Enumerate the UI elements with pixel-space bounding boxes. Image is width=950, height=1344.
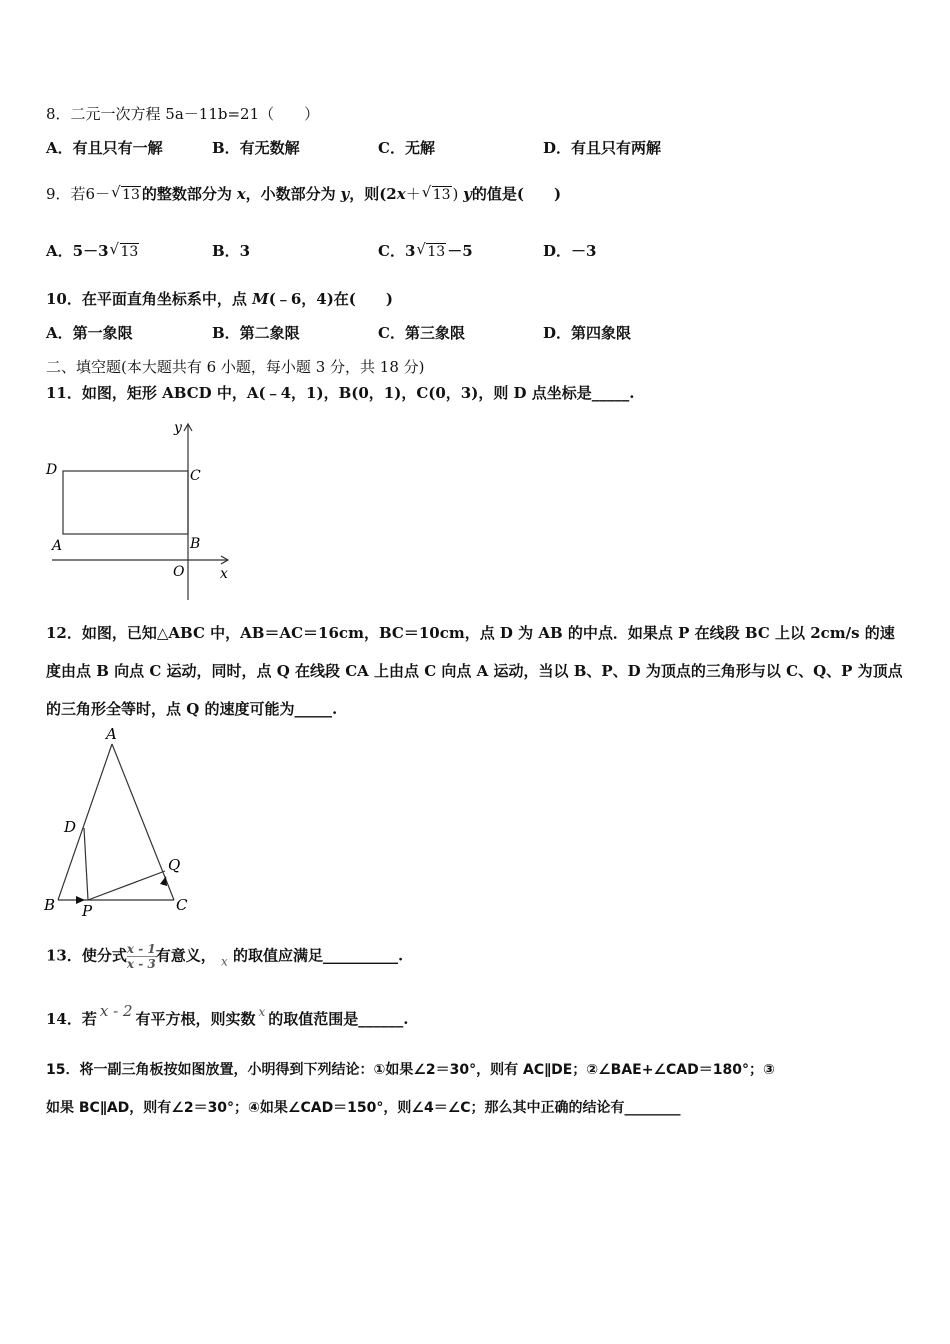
rectangle-abcd xyxy=(63,471,188,534)
q11-figure xyxy=(40,418,240,603)
label-d: D xyxy=(46,462,58,478)
label-d: D xyxy=(64,818,77,836)
q14-stem: 14．若 x - 2 有平方根，则实数 $^x$ 的取值范围是______. xyxy=(46,1002,409,1028)
q8-option-c: C．无解 xyxy=(378,139,435,157)
segment-pq xyxy=(88,871,165,900)
q9-option-b: B．3 xyxy=(212,242,251,260)
q8-option-d: D．有且只有两解 xyxy=(543,139,662,157)
label-b: B xyxy=(190,536,201,552)
arrow-ca-icon xyxy=(160,876,167,886)
q15-line-2: 如果 BC∥AD，则有∠2＝30°；④如果∠CAD＝150°，则∠4＝∠C；那么其中正确的结论有________ xyxy=(46,1100,681,1116)
label-a: A xyxy=(52,538,63,554)
q10-stem: 10．在平面直角坐标系中，点 M(﹣6，4)在( ) xyxy=(46,290,393,308)
q13-stem: 13．使分式 $\frac{x - 1}{x - 3}$ 有意义， $_x$ 的取值应满足__________. xyxy=(46,942,404,971)
label-y: y xyxy=(174,420,182,436)
q10-option-c: C．第三象限 xyxy=(378,324,465,342)
q8-stem: 8．二元一次方程 5a－11b=21（ ） xyxy=(46,105,320,123)
q12-figure xyxy=(40,724,210,924)
q15-line-1: 15．将一副三角板按如图放置，小明得到下列结论：①如果∠2＝30°，则有 AC∥DE；②∠BAE+∠CAD＝180°；③ xyxy=(46,1062,775,1078)
label-p: P xyxy=(82,902,93,920)
q12-text: 12．如图，已知△ABC 中，AB＝AC＝16cm，BC＝10cm，点 D 为 AB 的中点．如果点 P 在线段 BC 上以 2cm/s 的速度由点 B 向点 C 运动，同时，点 Q 在线段 CA 上由点 C 向点 A 运动，当以 B、P、D 为顶点的三角形与以 C、Q、P 为顶点的三角形全等时，点 Q 的速度可能为_____. xyxy=(46,624,903,718)
q10-option-d: D．第四象限 xyxy=(543,324,632,342)
section-2-title: 二、填空题(本大题共有 6 小题，每小题 3 分，共 18 分) xyxy=(46,358,425,376)
sqrt-13: √ 13 xyxy=(422,185,452,203)
label-c: C xyxy=(176,896,188,914)
q9-stem: 9．若6－√ 13 的整数部分为 x，小数部分为 y，则(2x＋√ 13 ) y的值是( ) xyxy=(46,183,561,204)
segment-ac xyxy=(112,744,174,900)
q9-option-a: A．5－3√ 13 xyxy=(46,240,140,261)
segment-dp xyxy=(84,828,88,900)
label-a: A xyxy=(106,725,117,743)
sqrt-13: √ 13 xyxy=(111,185,141,203)
label-o: O xyxy=(173,564,185,580)
q9-option-d: D．－3 xyxy=(543,242,597,260)
label-q: Q xyxy=(168,856,181,874)
q11-stem: 11．如图，矩形 ABCD 中，A(﹣4，1)，B(0，1)，C(0，3)，则 D 点坐标是_____. xyxy=(46,384,635,402)
q10-option-a: A．第一象限 xyxy=(46,324,133,342)
q8-option-a: A．有且只有一解 xyxy=(46,139,163,157)
q8-option-b: B．有无数解 xyxy=(212,139,300,157)
q9-option-c: C．3√ 13 －5 xyxy=(378,240,473,261)
q10-option-b: B．第二象限 xyxy=(212,324,300,342)
label-c: C xyxy=(190,468,201,484)
fraction: $\frac{x - 1}{x - 3}$ xyxy=(126,942,156,971)
label-x: x xyxy=(220,566,228,582)
label-b: B xyxy=(44,896,56,914)
